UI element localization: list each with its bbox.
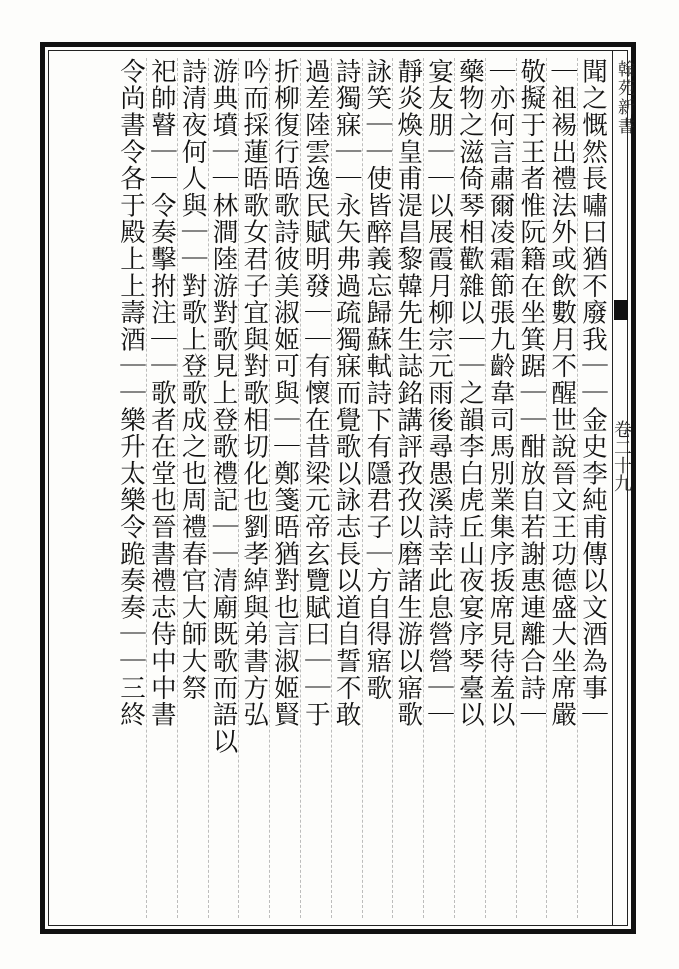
fore-edge-title: 翰苑新書: [614, 60, 634, 136]
text-columns: [52, 58, 608, 918]
text-column: 詠笑｜｜使皆醉義忘歸蘇軾詩下有隱君子｜方自得寤歌: [362, 58, 393, 918]
text-column: ｜祖裼出禮法外或飲數月不醒世說晉文王功德盛大坐席嚴: [546, 58, 577, 918]
text-column: 宴友朋｜｜以展霞月柳宗元雨後尋愚溪詩幸此息營營｜｜: [423, 58, 454, 918]
text-column: 游典墳｜｜林澗陸游對歌見上登歌禮記｜｜清廟既歌而語以: [208, 58, 239, 918]
text-column: 詩清夜何人與｜｜對歌上登歌成之也周禮春官大師大祭: [177, 58, 208, 918]
text-column: ｜亦何言肅爾凌霜節張九齡韋司馬別業集序㧞席見待羞以: [485, 58, 516, 918]
text-column: 祀帥瞽｜｜令奏擊拊注｜｜歌者在堂也晉書禮志侍中中書: [146, 58, 177, 918]
fore-edge-volume: 卷二十九: [611, 420, 632, 492]
text-column: 詩獨寐｜｜永矢弗過疏獨寐而覺歌以詠志長以道自誓不敢: [331, 58, 362, 918]
text-column: 靜炎煥皇甫湜昌黎韓先生誌銘講評孜孜以磨諸生游以寤歌: [392, 58, 423, 918]
text-column: 吟而採蓮晤歌女君子宜與對歌相切化也劉孝綽與弟書方弘: [238, 58, 269, 918]
text-column: 過差陸雲逸民賦明發｜｜有懷在昔梁元帝玄覽賦曰｜｜于: [300, 58, 331, 918]
text-column: 聞之慨然長嘯曰猶不廢我｜｜金史李純甫傳以文酒為事｜: [577, 58, 608, 918]
text-column: 敬擬于王者惟阮籍在坐箕踞｜｜酣放自若謝惠連離合詩｜: [516, 58, 547, 918]
text-column: 折柳復行晤歌詩彼美淑姬可與｜｜鄭箋晤猶對也言淑姬賢: [269, 58, 300, 918]
text-column: 令尚書令各于殿上上壽酒｜｜樂升太樂令跪奏奏｜｜三終: [116, 58, 147, 728]
fishtail-mark-icon: [614, 300, 628, 320]
text-column: 藥物之滋倚琴相歡雜以｜｜之韻李白虎丘山夜宴序琴臺以: [454, 58, 485, 918]
